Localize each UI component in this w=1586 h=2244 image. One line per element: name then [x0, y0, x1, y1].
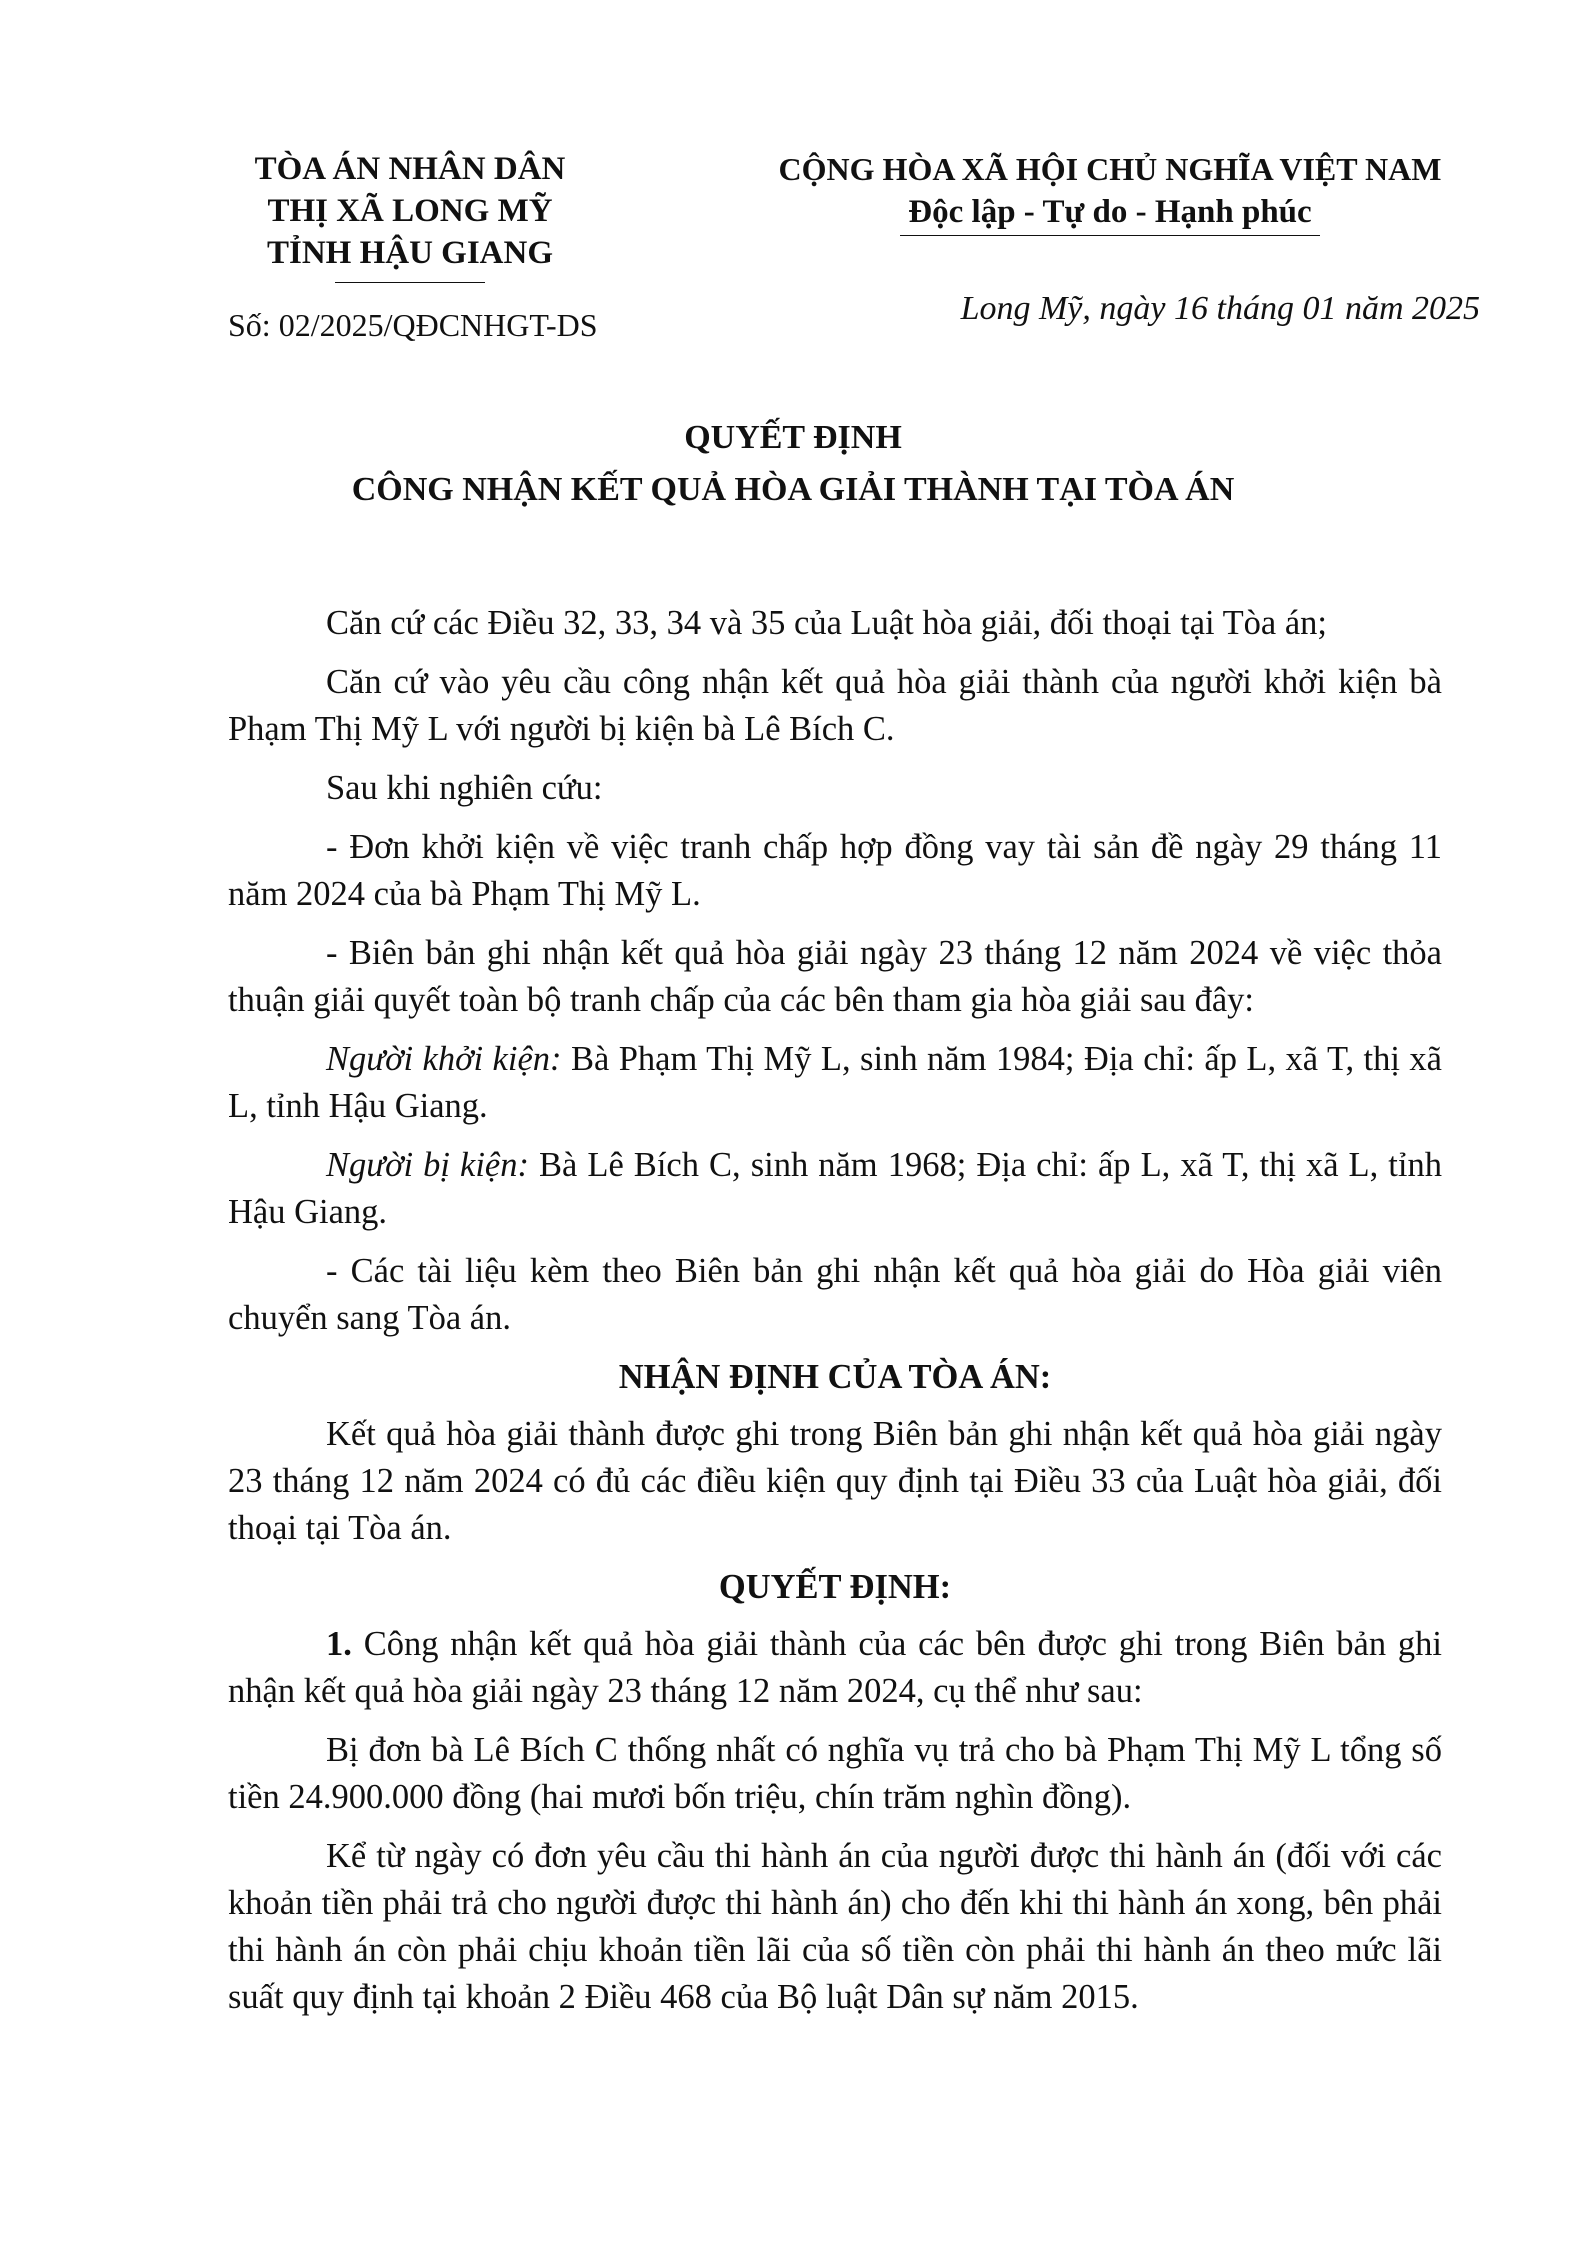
defendant-details: Bà Lê Bích C, sinh năm 1968; Địa chỉ: ấp L, xã T, thị xã L, tỉnh Hậu Giang.	[228, 1146, 1442, 1231]
court-name-line2: THỊ XÃ LONG MỸ	[267, 193, 553, 229]
national-motto: Độc lập - Tự do - Hạnh phúc	[900, 191, 1319, 236]
legal-basis-paragraph: Căn cứ các Điều 32, 33, 34 và 35 của Luật hòa giải, đối thoại tại Tòa án;	[326, 604, 1328, 642]
court-name-line1: TÒA ÁN NHÂN DÂN	[254, 151, 566, 187]
decision-heading: QUYẾT ĐỊNH:	[718, 1568, 952, 1606]
national-title: CỘNG HÒA XÃ HỘI CHỦ NGHĨA VIỆT NAM	[778, 151, 1442, 187]
plaintiff-label: Người khởi kiện:	[326, 1040, 562, 1078]
place-and-date: Long Mỹ, ngày 16 tháng 01 năm 2025	[960, 290, 1480, 327]
document-number: Số: 02/2025/QĐCNHGT-DS	[228, 307, 598, 343]
plaintiff-details: Bà Phạm Thị Mỹ L, sinh năm 1984; Địa chỉ: ấp L, xã T, thị xã L, tỉnh Hậu Giang.	[228, 1040, 1442, 1125]
review-intro: Sau khi nghiên cứu:	[326, 769, 603, 807]
attachments-item: - Các tài liệu kèm theo Biên bản ghi nhận kết quả hòa giải do Hòa giải viên chuyển sang Tòa án.	[228, 1252, 1442, 1337]
court-name-line3: TỈNH HẬU GIANG	[266, 235, 554, 271]
findings-heading: NHẬN ĐỊNH CỦA TÒA ÁN:	[618, 1358, 1052, 1396]
title-line1: QUYẾT ĐỊNH	[684, 419, 902, 456]
national-header	[740, 148, 1480, 236]
payment-obligation-paragraph: Bị đơn bà Lê Bích C thống nhất có nghĩa vụ trả cho bà Phạm Thị Mỹ L tổng số tiền 24.900.000 đồng (hai mươi bốn triệu, chín trăm nghìn đồng).	[228, 1731, 1442, 1816]
decision-item-1	[228, 1621, 1442, 1715]
plaintiff-paragraph	[228, 1036, 1442, 1130]
court-header	[200, 148, 620, 283]
decision-item-1-text: Công nhận kết quả hòa giải thành của các bên được ghi trong Biên bản ghi nhận kết quả hòa giải ngày 23 tháng 12 năm 2024, cụ thể như sau:	[228, 1625, 1442, 1710]
minutes-item: - Biên bản ghi nhận kết quả hòa giải ngày 23 tháng 12 năm 2024 về việc thỏa thuận giải quyết toàn bộ tranh chấp của các bên tham gia hòa giải sau đây:	[228, 934, 1442, 1019]
interest-paragraph: Kể từ ngày có đơn yêu cầu thi hành án của người được thi hành án (đối với các khoản tiền phải trả cho người được thi hành án) cho đến khi thi hành án xong, bên phải thi hành án còn phải chịu khoản tiền lãi của số tiền còn phải thi hành án theo mức lãi suất quy định tại khoản 2 Điều 468 của Bộ luật Dân sự năm 2015.	[228, 1837, 1442, 2016]
petition-item: - Đơn khởi kiện về việc tranh chấp hợp đồng vay tài sản đề ngày 29 tháng 11 năm 2024 của bà Phạm Thị Mỹ L.	[228, 828, 1442, 913]
document-body	[228, 600, 1442, 2033]
document-title	[0, 412, 1586, 516]
findings-paragraph: Kết quả hòa giải thành được ghi trong Biên bản ghi nhận kết quả hòa giải ngày 23 tháng 12 năm 2024 có đủ các điều kiện quy định tại Điều 33 của Luật hòa giải, đối thoại tại Tòa án.	[228, 1415, 1442, 1547]
defendant-paragraph	[228, 1142, 1442, 1236]
decision-item-1-number: 1.	[326, 1625, 352, 1663]
defendant-label: Người bị kiện:	[326, 1146, 529, 1184]
court-header-divider	[335, 282, 485, 283]
request-paragraph: Căn cứ vào yêu cầu công nhận kết quả hòa giải thành của người khởi kiện bà Phạm Thị Mỹ L với người bị kiện bà Lê Bích C.	[228, 663, 1442, 748]
title-line2: CÔNG NHẬN KẾT QUẢ HÒA GIẢI THÀNH TẠI TÒA ÁN	[351, 471, 1235, 508]
